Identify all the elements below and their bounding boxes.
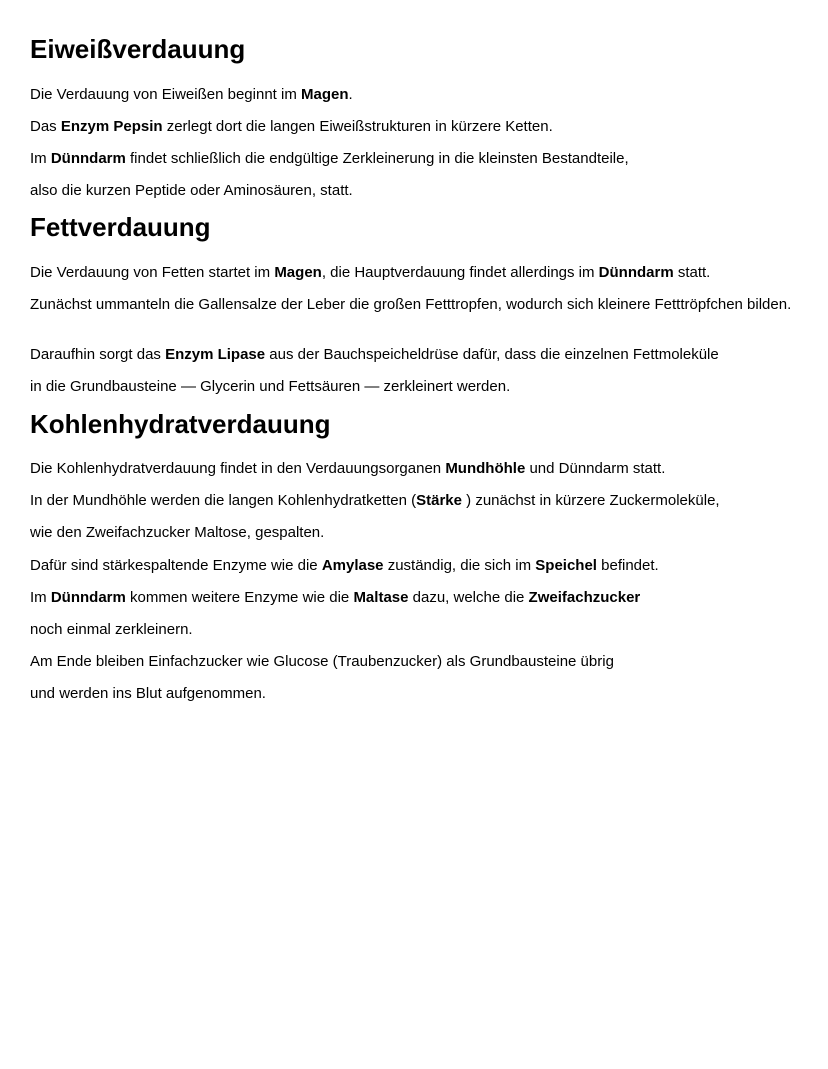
text-run: wie den Zweifachzucker Maltose, gespalten.	[30, 524, 325, 541]
bold-term: Stärke	[416, 492, 462, 509]
bold-term: Speichel	[535, 557, 597, 574]
text-run: Zunächst ummanteln die Gallensalze der Leber die großen Fetttropfen, wodurch sich kleinere Fetttröpfchen bilden.	[30, 296, 792, 313]
paragraph	[30, 346, 800, 363]
paragraph	[30, 86, 800, 103]
text-run: Das	[30, 118, 61, 135]
text-run: Im	[30, 589, 51, 606]
text-run: findet schließlich die endgültige Zerkleinerung in die kleinsten Bestandteile,	[125, 150, 629, 167]
paragraph	[30, 378, 800, 395]
bold-term: Enzym Pepsin	[60, 118, 163, 135]
text-run: .	[348, 86, 353, 103]
text-run: und Dünndarm statt.	[525, 460, 666, 477]
paragraph	[30, 460, 800, 477]
text-run: dazu, welche die	[408, 589, 529, 606]
text-run: Die Kohlenhydratverdauung findet in den Verdauungsorganen	[30, 460, 446, 477]
text-run: Dafür sind stärkespaltende Enzyme wie die	[30, 557, 322, 574]
paragraph	[30, 118, 800, 135]
paragraph	[30, 296, 800, 313]
heading-eiweissverdauung: Eiweißverdauung	[30, 34, 246, 64]
paragraph	[30, 557, 800, 574]
text-run: ) zunächst in kürzere Zuckermoleküle,	[461, 492, 720, 509]
bold-term: Amylase	[321, 557, 384, 574]
text-run: zerlegt dort die langen Eiweißstrukturen in kürzere Ketten.	[162, 118, 553, 135]
paragraph	[30, 182, 800, 199]
heading-fettverdauung: Fettverdauung	[30, 212, 211, 242]
text-run: , die Hauptverdauung findet allerdings im	[321, 264, 599, 281]
text-run: In der Mundhöhle werden die langen Kohlenhydratketten (	[30, 492, 417, 509]
text-run: Die Verdauung von Eiweißen beginnt im	[30, 86, 301, 103]
bold-term: Mundhöhle	[445, 460, 526, 477]
paragraph	[30, 589, 800, 606]
text-run: also die kurzen Peptide oder Aminosäuren, statt.	[30, 182, 353, 199]
text-run: statt.	[673, 264, 711, 281]
heading-kohlenhydratverdauung: Kohlenhydratverdauung	[30, 409, 331, 439]
text-run: in die Grundbausteine — Glycerin und Fettsäuren — zerkleinert werden.	[30, 378, 511, 395]
text-run: Die Verdauung von Fetten startet im	[30, 264, 275, 281]
text-run: Daraufhin sorgt das	[30, 346, 166, 363]
bold-term: Zweifachzucker	[528, 589, 641, 606]
paragraph	[30, 150, 800, 167]
text-run: befindet.	[596, 557, 659, 574]
text-run: zuständig, die sich im	[383, 557, 536, 574]
paragraph	[30, 524, 800, 541]
text-run: Im	[30, 150, 51, 167]
text-run: Am Ende bleiben Einfachzucker wie Glucose (Traubenzucker) als Grundbausteine übrig	[30, 653, 614, 670]
text-run: und werden ins Blut aufgenommen.	[30, 685, 266, 702]
text-run: noch einmal zerkleinern.	[30, 621, 193, 638]
bold-term: Magen	[274, 264, 322, 281]
text-run: kommen weitere Enzyme wie die	[125, 589, 354, 606]
text-run: aus der Bauchspeicheldrüse dafür, dass die einzelnen Fettmoleküle	[265, 346, 719, 363]
paragraph	[30, 653, 800, 670]
bold-term: Maltase	[353, 589, 409, 606]
bold-term: Dünndarm	[50, 150, 126, 167]
bold-term: Enzym Lipase	[165, 346, 266, 363]
paragraph	[30, 264, 800, 281]
paragraph	[30, 621, 800, 638]
bold-term: Dünndarm	[598, 264, 674, 281]
bold-term: Magen	[301, 86, 349, 103]
bold-term: Dünndarm	[50, 589, 126, 606]
paragraph	[30, 492, 800, 509]
paragraph	[30, 685, 800, 702]
